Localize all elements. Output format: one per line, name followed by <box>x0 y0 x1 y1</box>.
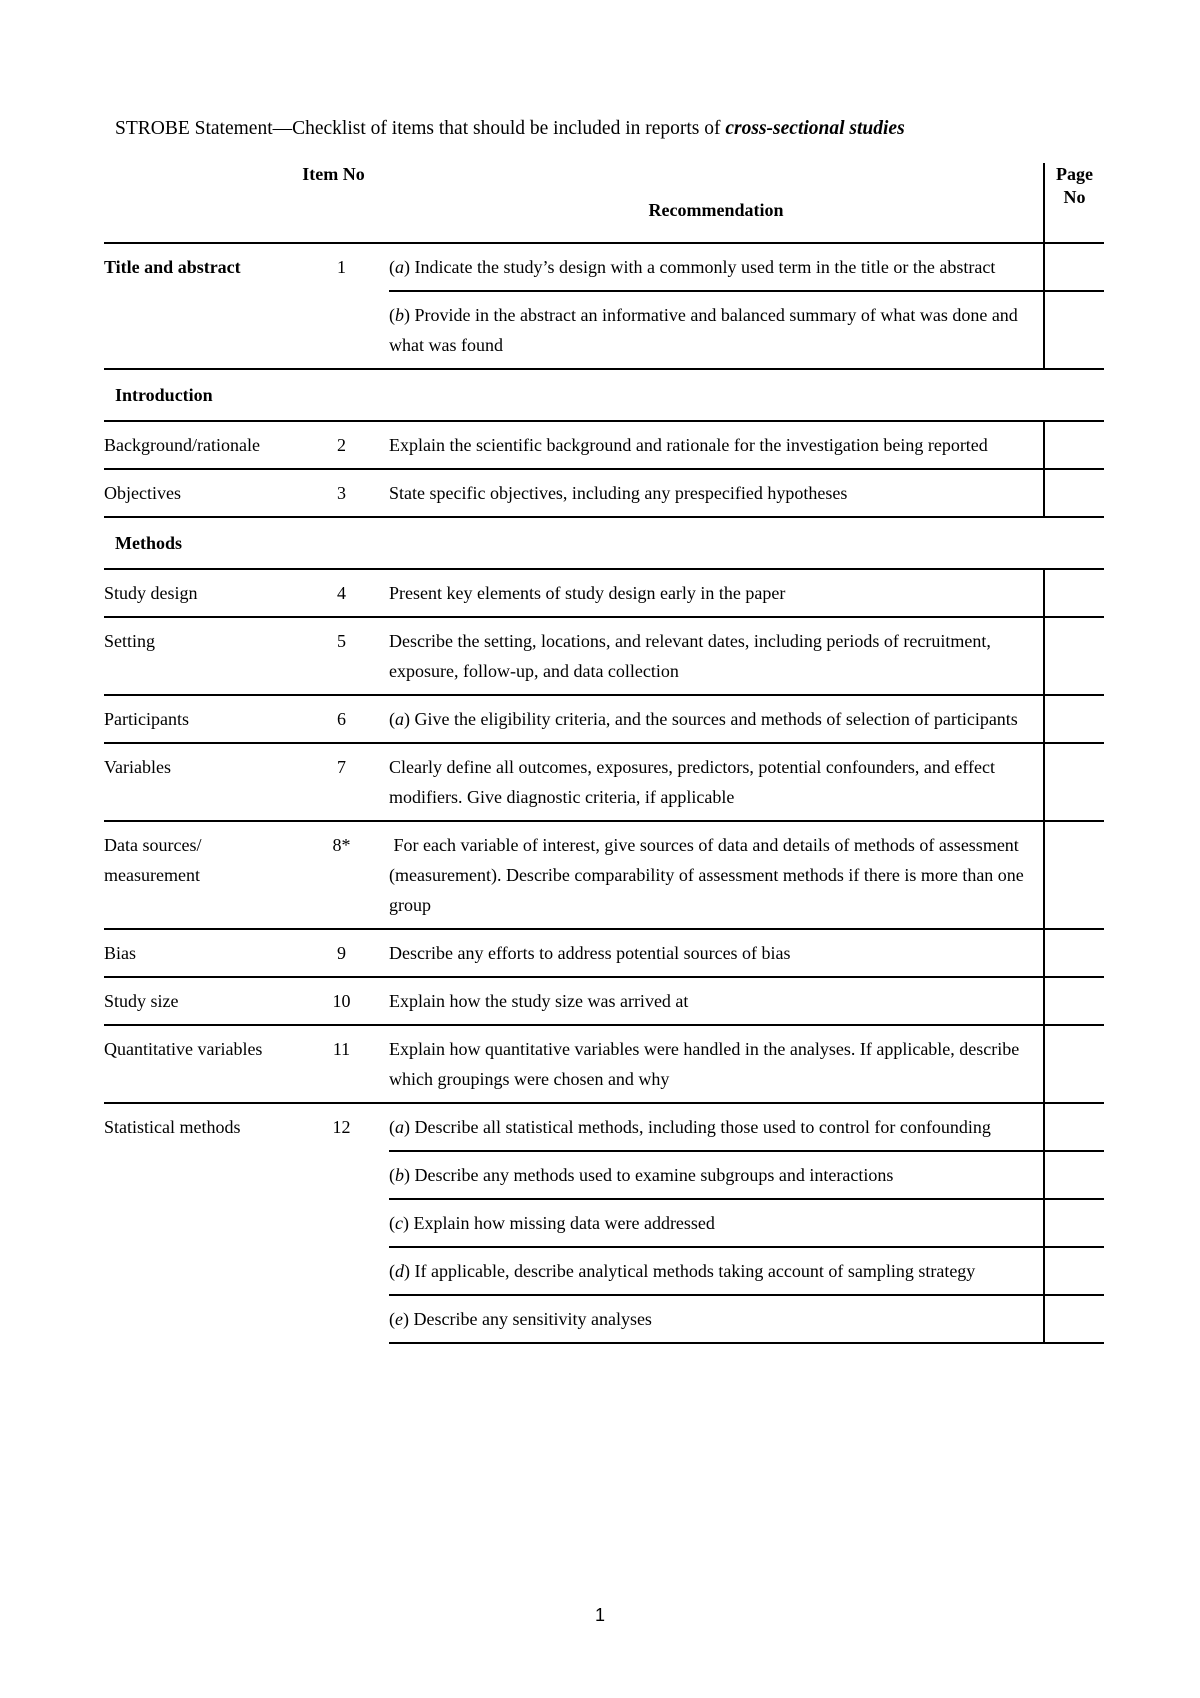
page-no-cell[interactable] <box>1044 1025 1104 1103</box>
recommendation-text: Explain the scientific background and rationale for the investigation being reported <box>389 421 1044 469</box>
sub-letter: c <box>395 1213 403 1233</box>
item-number: 12 <box>294 1103 389 1343</box>
item-number: 8* <box>294 821 389 929</box>
section-label: Participants <box>104 695 294 743</box>
section-label: Statistical methods <box>104 1103 294 1343</box>
table-row <box>104 569 1104 617</box>
sub-letter: a <box>395 709 404 729</box>
recommendation-text: (a) Give the eligibility criteria, and the sources and methods of selection of participants <box>389 695 1044 743</box>
section-header <box>104 163 294 243</box>
recommendation-text: (a) Describe all statistical methods, including those used to control for confounding <box>389 1103 1044 1151</box>
item-number: 9 <box>294 929 389 977</box>
table-row <box>104 617 1104 695</box>
page-no-cell[interactable] <box>1044 1151 1104 1199</box>
page-number: 1 <box>594 1605 605 1625</box>
table-row <box>104 743 1104 821</box>
section-label: Data sources/ measurement <box>104 821 294 929</box>
title-prefix: STROBE Statement—Checklist of items that should be included in reports of <box>115 118 726 139</box>
item-number: 10 <box>294 977 389 1025</box>
page-no-cell[interactable] <box>1044 1199 1104 1247</box>
page-no-cell[interactable] <box>1044 1103 1104 1151</box>
sub-letter: a <box>395 257 404 277</box>
item-number: 4 <box>294 569 389 617</box>
page-no-cell[interactable] <box>1044 977 1104 1025</box>
item-number: 3 <box>294 469 389 517</box>
page-no-cell[interactable] <box>1044 291 1104 369</box>
section-label: Study design <box>104 569 294 617</box>
page-no-cell[interactable] <box>1044 469 1104 517</box>
page-no-cell[interactable] <box>1044 243 1104 291</box>
section-label: Variables <box>104 743 294 821</box>
section-heading-row <box>104 369 1104 421</box>
item-number: 5 <box>294 617 389 695</box>
recommendation-text: Explain how quantitative variables were handled in the analyses. If applicable, describe which groupings were chosen and why <box>389 1025 1044 1103</box>
page-no-cell[interactable] <box>1044 821 1104 929</box>
section-label: Study size <box>104 977 294 1025</box>
sub-letter: a <box>395 1117 404 1137</box>
recommendation-text: Describe any efforts to address potential sources of bias <box>389 929 1044 977</box>
page-no-cell[interactable] <box>1044 1247 1104 1295</box>
recommendation-text: (c) Explain how missing data were addressed <box>389 1199 1044 1247</box>
section-heading: Methods <box>104 517 1104 569</box>
recommendation-text: Clearly define all outcomes, exposures, predictors, potential confounders, and effect modifiers. Give diagnostic criteria, if applicable <box>389 743 1044 821</box>
recommendation-text: Explain how the study size was arrived at <box>389 977 1044 1025</box>
recommendation-text: Present key elements of study design early in the paper <box>389 569 1044 617</box>
recommendation-text: (b) Provide in the abstract an informative and balanced summary of what was done and what was found <box>389 291 1044 369</box>
table-row <box>104 469 1104 517</box>
sub-letter: e <box>395 1309 403 1329</box>
sub-letter: d <box>395 1261 404 1281</box>
table-header <box>104 163 1104 243</box>
section-heading-row <box>104 517 1104 569</box>
item-number: 2 <box>294 421 389 469</box>
section-label: Setting <box>104 617 294 695</box>
section-label: Objectives <box>104 469 294 517</box>
item-no-header: Item No <box>302 164 365 184</box>
recommendation-text: (a) Indicate the study’s design with a commonly used term in the title or the abstract <box>389 243 1044 291</box>
table-row <box>104 929 1104 977</box>
page-no-header: Page No <box>1044 163 1104 243</box>
section-heading: Introduction <box>104 369 1104 421</box>
recommendation-text: (e) Describe any sensitivity analyses <box>389 1295 1044 1343</box>
page-no-cell[interactable] <box>1044 617 1104 695</box>
table-row <box>104 1025 1104 1103</box>
page-no-cell[interactable] <box>1044 421 1104 469</box>
recommendation-text: For each variable of interest, give sources of data and details of methods of assessment (measurement). Describe comparability of assessment methods if there is more than one group <box>389 821 1044 929</box>
table-row <box>104 1103 1104 1151</box>
table-row <box>104 421 1104 469</box>
page-no-cell[interactable] <box>1044 569 1104 617</box>
table-row <box>104 977 1104 1025</box>
page-title <box>115 118 905 140</box>
recommendation-text: Describe the setting, locations, and relevant dates, including periods of recruitment, exposure, follow-up, and data collection <box>389 617 1044 695</box>
table-row <box>104 243 1104 291</box>
section-label: Quantitative variables <box>104 1025 294 1103</box>
page-no-cell[interactable] <box>1044 743 1104 821</box>
recommendation-text: State specific objectives, including any prespecified hypotheses <box>389 469 1044 517</box>
recommendation-header: Recommendation <box>648 200 784 220</box>
section-label: Background/rationale <box>104 421 294 469</box>
page-no-cell[interactable] <box>1044 1295 1104 1343</box>
checklist-table <box>104 163 1104 1344</box>
item-number: 7 <box>294 743 389 821</box>
recommendation-text: (b) Describe any methods used to examine subgroups and interactions <box>389 1151 1044 1199</box>
sub-letter: b <box>395 1165 404 1185</box>
item-number: 6 <box>294 695 389 743</box>
section-label: Bias <box>104 929 294 977</box>
page-no-cell[interactable] <box>1044 695 1104 743</box>
page-no-cell[interactable] <box>1044 929 1104 977</box>
sub-letter: b <box>395 305 404 325</box>
title-emphasis: cross-sectional studies <box>725 118 905 139</box>
table-row <box>104 695 1104 743</box>
table-row <box>104 821 1104 929</box>
recommendation-text: (d) If applicable, describe analytical methods taking account of sampling strategy <box>389 1247 1044 1295</box>
item-number: 11 <box>294 1025 389 1103</box>
item-number: 1 <box>294 243 389 369</box>
section-label: Title and abstract <box>104 243 294 369</box>
